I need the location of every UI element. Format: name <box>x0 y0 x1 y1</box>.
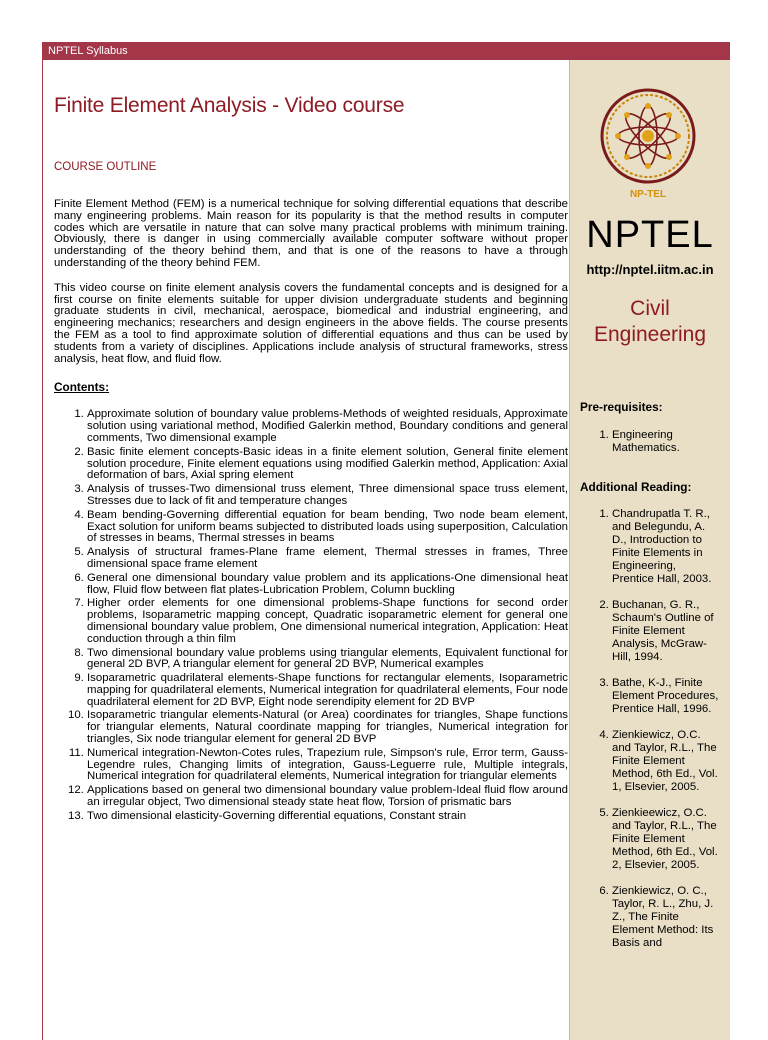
contents-item: 11. Numerical integration-Newton-Cotes rules, Trapezium rule, Simpson's rule, Error term, Gauss-Legendre rules, Changing limits of integration, Gauss-Leguerre rule, Multiple integrals, Numerical integration for quadrilateral elements, Numerical integration for triangular elements <box>87 748 568 783</box>
discipline-name <box>570 296 730 348</box>
additional-reading-heading: Additional Reading: <box>580 480 692 494</box>
contents-item: 4. Beam bending-Governing differential equation for beam bending, Two node beam element, Exact solution for uniform beams subjected to distributed loads using superposition, Calculation of stresses in beams, Thermal stresses in beams <box>87 510 568 545</box>
contents-item: 12. Applications based on general two dimensional boundary value problem-Ideal fluid flow around an irregular object, Two dimensional steady state heat flow, Torsion of prismatic bars <box>87 785 568 809</box>
contents-item: 10. Isoparametric triangular elements-Natural (or Area) coordinates for triangles, Shape functions for triangular elements, Natural coordinate mapping for triangles, Numerical integration for triangles, Six node triangular element for general 2D BVP <box>87 710 568 745</box>
reading-item: 5. Zienkieewicz, O.C. and Taylor, R.L., The Finite Element Method, 6th Ed., Vol. 2, Elsevier, 2005. <box>612 807 720 872</box>
contents-heading: Contents: <box>54 380 110 395</box>
contents-item: 13. Two dimensional elasticity-Governing differential equations, Constant strain <box>87 811 568 823</box>
additional-reading-list <box>570 508 720 963</box>
logo-wordmark: NP-TEL <box>629 189 667 200</box>
reading-item: 1. Chandrupatla T. R., and Belegundu, A. D., Introduction to Finite Elements in Engineering, Prentice Hall, 2003. <box>612 508 720 586</box>
nptel-url-link[interactable]: http://nptel.iitm.ac.in <box>586 262 714 277</box>
contents-item: 2. Basic finite element concepts-Basic ideas in a finite element solution, General finite element solution procedure, Finite element equations using modified Galerkin method, Application: Axial deformation of bars, Axial spring element <box>87 447 568 482</box>
nptel-syllabus-header <box>42 42 730 60</box>
reading-item: 6. Zienkiewicz, O. C., Taylor, R. L., Zhu, J. Z., The Finite Element Method: Its Basis and <box>612 885 720 950</box>
contents-item: 9. Isoparametric quadrilateral elements-Shape functions for rectangular elements, Isoparametric mapping for quadrilateral elements, Numerical integration for quadrilateral elements, Four node quadrilateral element for 2D BVP, Eight node serendipity element for 2D BVP <box>87 673 568 708</box>
course-outline-label: COURSE OUTLINE <box>54 161 157 173</box>
course-description-paragraph: This video course on finite element analysis covers the fundamental concepts and is designed for a first course on finite elements suitable for upper division undergraduate students and beginning graduate students in civil, mechanical, aerospace, biomedical and industrial engineering, and engineering mechanics; researchers and design engineers in the above fields. The course presents the FEM as a tool to find approximate solution of differential equations and thus can be used by students from a variety of disciplines. Applications include analysis of structural frameworks, stress analysis, heat flow, and fluid flow. <box>54 281 568 365</box>
contents-list <box>54 409 568 822</box>
sidebar <box>569 60 730 1040</box>
reading-item: 3. Bathe, K-J., Finite Element Procedures, Prentice Hall, 1996. <box>612 677 720 716</box>
discipline-line-2: Engineering <box>593 323 707 346</box>
contents-item: 7. Higher order elements for one dimensional problems-Shape functions for second order problems, Isoparametric mapping concept, Quadratic isoparametric element for general one dimensional boundary value problem, One dimensional numerical integration, Application: Heat conduction through a thin film <box>87 598 568 645</box>
prerequisite-item: 1. Engineering Mathematics. <box>612 429 720 455</box>
header-label: NPTEL Syllabus <box>48 45 128 57</box>
nptel-brand: NPTEL <box>586 214 714 256</box>
reading-item: 2. Buchanan, G. R., Schaum's Outline of Finite Element Analysis, McGraw-Hill, 1994. <box>612 599 720 664</box>
prerequisites-heading: Pre-requisites: <box>580 400 663 414</box>
contents-item: 1. Approximate solution of boundary value problems-Methods of weighted residuals, Approximate solution using variational method, Modified Galerkin method, Boundary conditions and general comments, Two dimensional example <box>87 409 568 444</box>
discipline-line-1: Civil <box>630 297 670 320</box>
reading-item: 4. Zienkiewicz, O.C. and Taylor, R.L., The Finite Element Method, 6th Ed., Vol. 1, Elsevier, 2005. <box>612 729 720 794</box>
main-content <box>54 60 568 825</box>
contents-item: 8. Two dimensional boundary value problems using triangular elements, Equivalent functional for general 2D BVP, A triangular element for general 2D BVP, Numerical examples <box>87 648 568 672</box>
contents-item: 3. Analysis of trusses-Two dimensional truss element, Three dimensional space truss element, Stresses due to lack of fit and temperature changes <box>87 484 568 508</box>
contents-item: 5. Analysis of structural frames-Plane frame element, Thermal stresses in frames, Three dimensional space frame element <box>87 547 568 571</box>
page-title: Finite Element Analysis - Video course <box>54 94 405 117</box>
prerequisites-list <box>570 429 720 468</box>
intro-paragraph: Finite Element Method (FEM) is a numerical technique for solving differential equations that describe many engineering problems. Main reason for its popularity is that the method results in computer codes which are versatile in nature that can solve many practical problems with minimum training. Obviously, there is danger in using commercially available computer software without proper understanding of the theory behind them, and that is one of the reasons to have a through understanding of the theory behind FEM. <box>54 198 568 269</box>
nptel-logo <box>588 84 708 204</box>
contents-item: 6. General one dimensional boundary value problem and its applications-One dimensional heat flow, Fluid flow between flat plates-Lubrication Problem, Column buckling <box>87 573 568 597</box>
